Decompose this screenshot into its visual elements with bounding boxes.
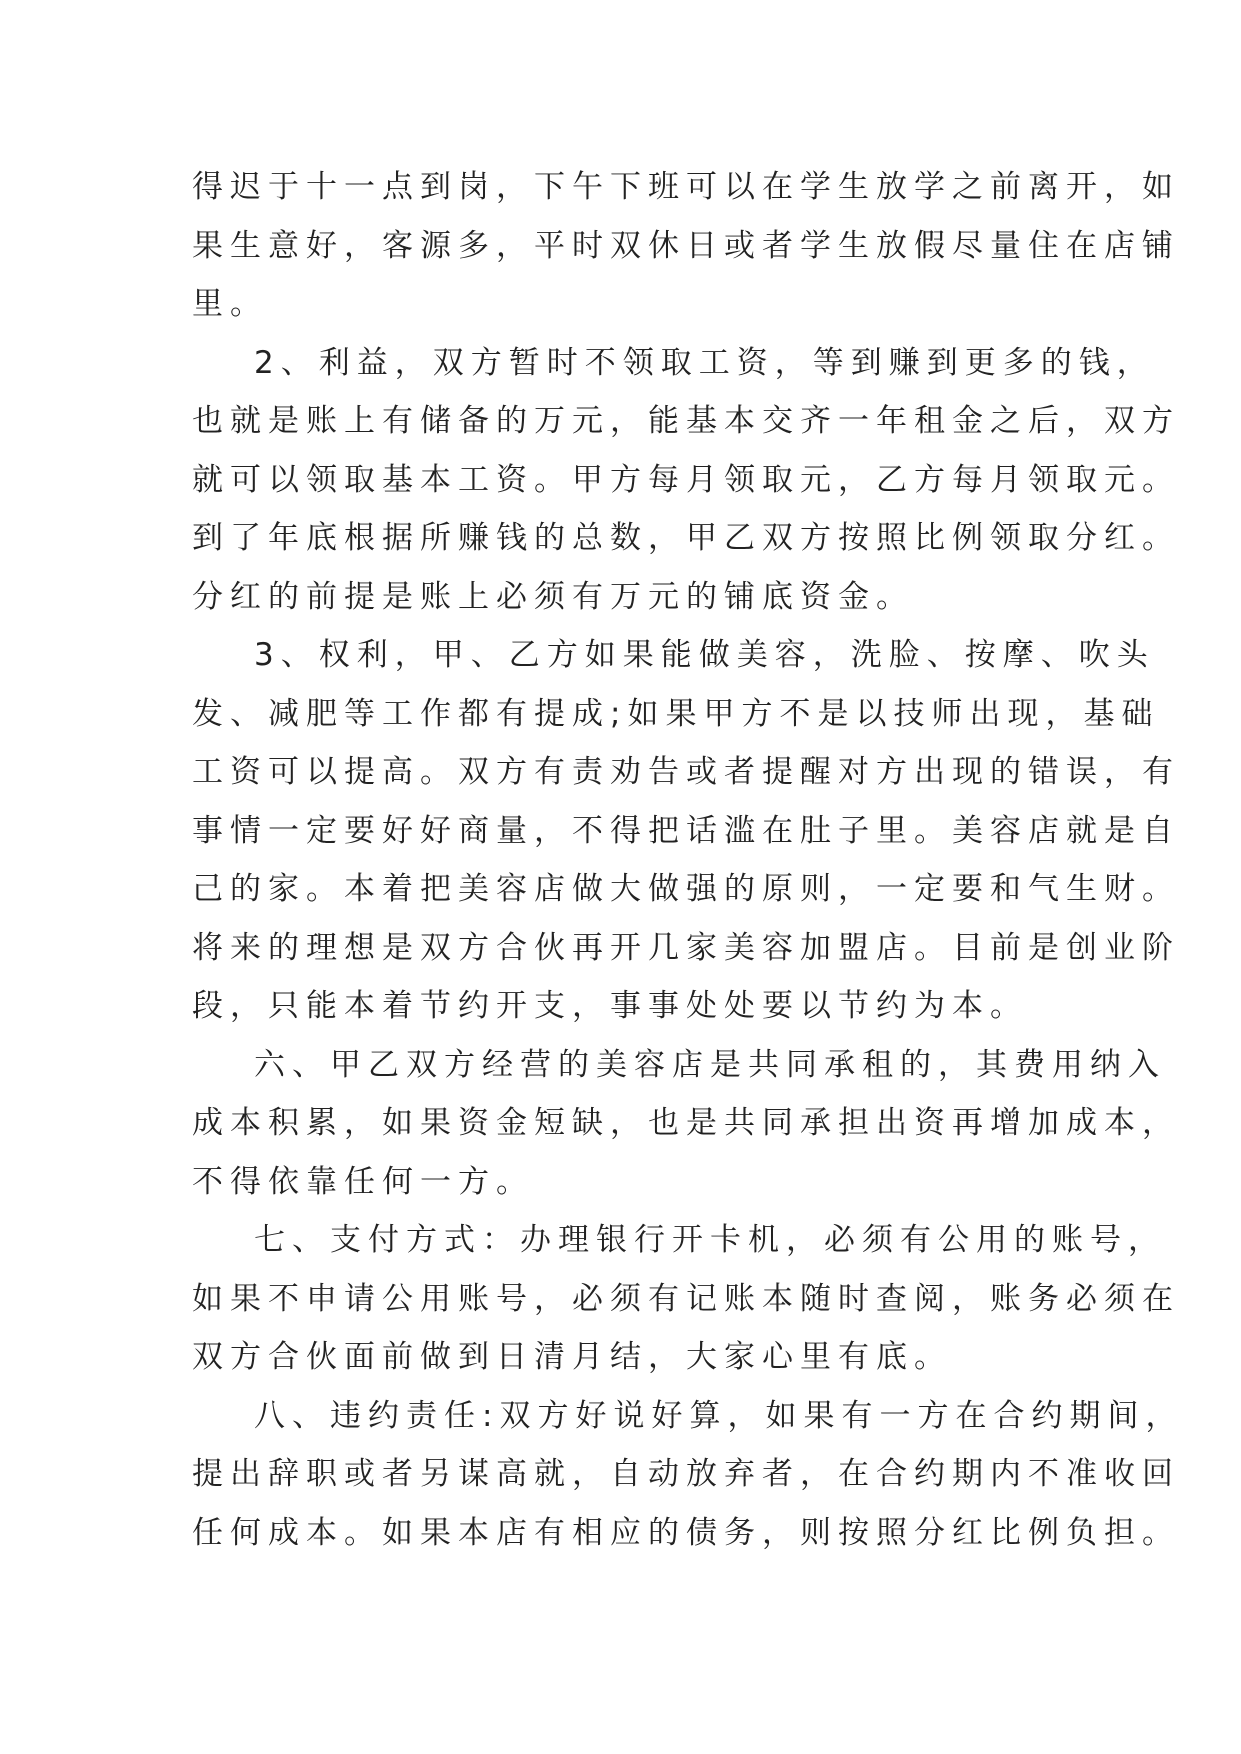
body-text [192,158,1184,1562]
text-line: 成本积累，如果资金短缺，也是共同承担出资再增加成本， [192,1105,1180,1141]
text-line: 分红的前提是账上必须有万元的铺底资金。 [192,578,914,615]
text-line: 到了年底根据所赚钱的总数，甲乙双方按照比例领取分红。 [192,520,1180,556]
text-line: 里。 [192,286,268,322]
paragraph-start-line: 3、权利，甲、乙方如果能做美容，洗脸、按摩、吹头 [254,637,1155,673]
text-line: 如果不申请公用账号，必须有记账本随时查阅，账务必须在 [192,1280,1180,1317]
paragraph-start-line: 六、甲乙双方经营的美容店是共同承租的，其费用纳入 [254,1046,1166,1083]
text-line: 段，只能本着节约开支，事事处处要以节约为本。 [192,988,1028,1024]
text-line: 也就是账上有储备的万元，能基本交齐一年租金之后，双方 [192,403,1180,439]
text-line: 果生意好，客源多，平时双休日或者学生放假尽量住在店铺 [192,227,1180,264]
text-line: 得迟于十一点到岗，下午下班可以在学生放学之前离开，如 [192,169,1180,205]
text-line: 己的家。本着把美容店做大做强的原则，一定要和气生财。 [192,871,1180,907]
text-line: 事情一定要好好商量，不得把话滥在肚子里。美容店就是自 [192,812,1180,849]
text-line: 就可以领取基本工资。甲方每月领取元，乙方每月领取元。 [192,461,1180,498]
text-line: 不得依靠任何一方。 [192,1163,534,1200]
paragraph-start-line: 八、违约责任:双方好说好算，如果有一方在合约期间， [254,1397,1184,1434]
text-line: 提出辞职或者另谋高就，自动放弃者，在合约期内不准收回 [192,1456,1180,1492]
paragraph-start-line: 七、支付方式：办理银行开卡机，必须有公用的账号， [254,1222,1166,1258]
text-line: 将来的理想是双方合伙再开几家美容加盟店。目前是创业阶 [192,929,1180,966]
text-line: 双方合伙面前做到日清月结，大家心里有底。 [192,1339,952,1375]
text-line: 发、减肥等工作都有提成;如果甲方不是以技师出现，基础 [192,695,1160,732]
text-line: 工资可以提高。双方有责劝告或者提醒对方出现的错误，有 [192,754,1180,790]
paragraph-start-line: 2、利益，双方暂时不领取工资，等到赚到更多的钱， [254,344,1155,381]
text-line: 任何成本。如果本店有相应的债务，则按照分红比例负担。 [192,1514,1180,1551]
